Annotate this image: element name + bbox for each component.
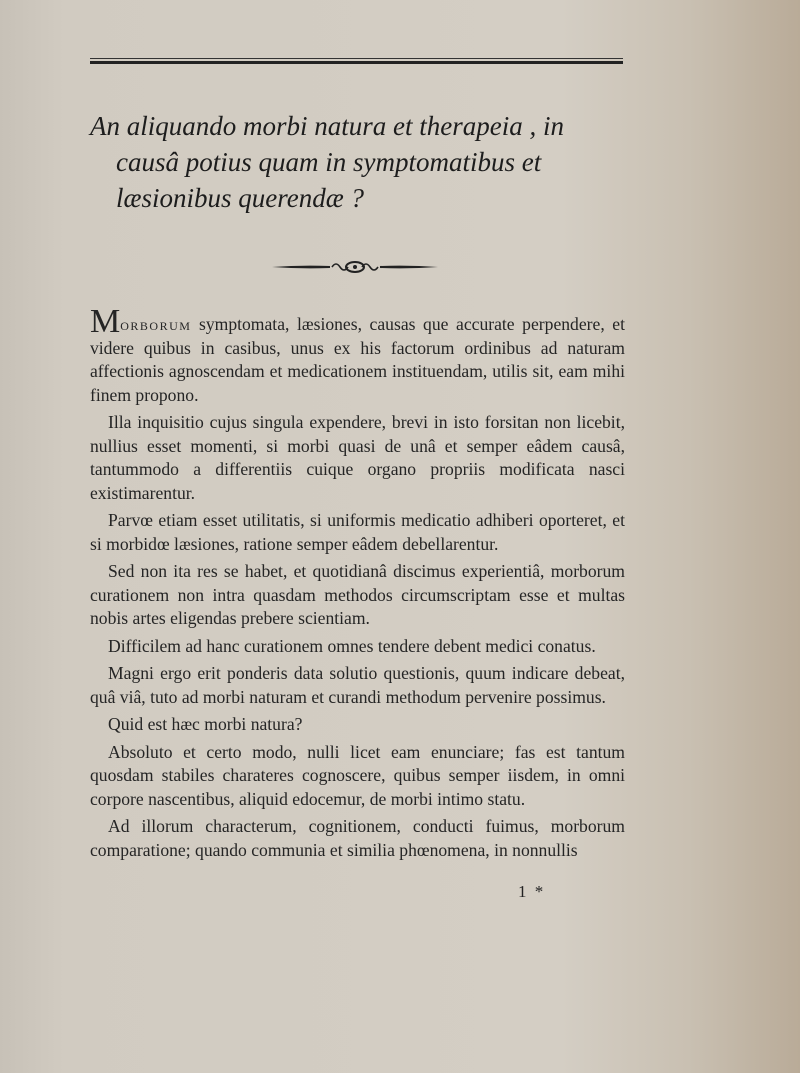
- paragraph-9: Ad illorum characterum, cognitionem, conducti fuimus, morborum comparatione; quando communia et similia phœnomena, in nonnullis: [90, 816, 625, 860]
- paragraph-8: Absoluto et certo modo, nulli licet eam enunciare; fas est tantum quosdam stabiles charateres cognoscere, quibus semper iisdem, in omni corpore nascentibus, aliquid edocemur, de morbi intimo statu.: [90, 741, 625, 809]
- drop-cap: M: [90, 303, 121, 340]
- title-lead-word: An: [90, 111, 120, 141]
- paragraph-1-text: symptomata, læsiones, causas que accurate perpendere, et videre quibus in casibus, unus ex his factorum ordinibus ad naturam affectionis agnoscendam et medicationem instituendam, utilis sit, eam mihi finem propono.: [90, 314, 625, 405]
- paragraph-2: Illa inquisitio cujus singula expendere, brevi in isto forsitan non licebit, nullius esset momenti, si morbi quasi de unâ et semper eâdem causâ, tantummodo a differentiis cuique organo propriis modificata nasci existimarentur.: [90, 412, 625, 503]
- header-double-rule: [90, 58, 623, 64]
- title-line-1: [90, 111, 564, 141]
- title-line-3: læsionibus querendæ ?: [116, 183, 365, 213]
- question-title: [90, 108, 625, 216]
- title-line-2: causâ potius quam in symptomatibus et: [116, 147, 542, 177]
- smallcaps-word: orborum: [120, 314, 192, 334]
- body-text: [90, 303, 625, 866]
- paragraph-4: Sed non ita res se habet, et quotidianâ discimus experientiâ, morborum curationem non intra quasdam methodos circumscriptam esse et multas nobis artes eligendas prebere scientiam.: [90, 561, 625, 628]
- paragraph-1: [90, 303, 625, 407]
- title-line-1-rest: aliquando morbi natura et therapeia , in: [120, 111, 564, 141]
- ornament-divider: [270, 258, 440, 276]
- paragraph-6: Magni ergo erit ponderis data solutio questionis, quum indicare debeat, quâ viâ, tuto ad morbi naturam et curandi methodum pervenire possimus.: [90, 663, 625, 707]
- paragraph-5: Difficilem ad hanc curationem omnes tendere debent medici conatus.: [108, 635, 596, 656]
- paragraph-7: Quid est hæc morbi natura?: [108, 714, 303, 734]
- signature-mark: 1 *: [518, 882, 546, 901]
- paragraph-3: Parvœ etiam esset utilitatis, si uniformis medicatio adhiberi oporteret, et si morbidœ læsiones, ratione semper eâdem debellarentur.: [90, 510, 625, 554]
